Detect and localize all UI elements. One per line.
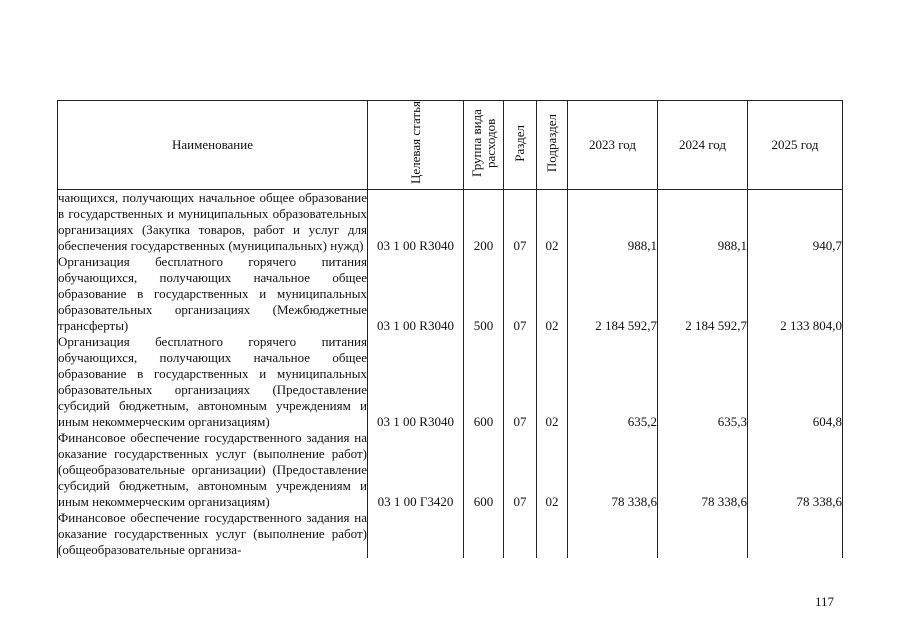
table-header-row	[58, 101, 843, 190]
row-target: 03 1 00 R3040	[368, 190, 464, 255]
page-number: 117	[815, 594, 835, 609]
row-2024: 2 184 592,7	[658, 254, 748, 334]
row-2025: 940,7	[748, 190, 843, 255]
row-2024	[658, 510, 748, 558]
row-name: Организация бесплатного горячего питания обучающихся, получающих начальное общее образование в государственных и муниципальных образовательных организациях (Предоставление субсидий бюджетным, автономным учреждениям и иным некоммерческим организациям)	[58, 334, 367, 429]
row-2023: 2 184 592,7	[568, 254, 658, 334]
row-group: 600	[464, 334, 504, 430]
row-subsection: 02	[537, 430, 568, 510]
row-section: 07	[504, 254, 537, 334]
row-name: Организация бесплатного горячего питания обучающихся, получающих начальное общее образование в государственных и муниципальных образовательных организациях (Межбюджетные трансферты)	[58, 254, 367, 333]
table-row	[58, 430, 843, 510]
row-2024: 635,3	[658, 334, 748, 430]
row-2023: 988,1	[568, 190, 658, 255]
row-2023: 635,2	[568, 334, 658, 430]
table-row	[58, 190, 843, 255]
row-target: 03 1 00 R3040	[368, 334, 464, 430]
row-name: чающихся, получающих начальное общее образование в государственных и муниципальных образовательных организациях (Закупка товаров, работ и услуг для обеспечения государственных (муниципальных) нужд)	[58, 190, 367, 253]
row-subsection	[537, 510, 568, 558]
row-section: 07	[504, 334, 537, 430]
row-2024: 78 338,6	[658, 430, 748, 510]
header-2024: 2024 год	[658, 101, 748, 190]
row-section	[504, 510, 537, 558]
row-section: 07	[504, 430, 537, 510]
row-2024: 988,1	[658, 190, 748, 255]
table-row	[58, 510, 843, 558]
row-name: Финансовое обеспечение государственного задания на оказание государственных услуг (выполнение работ) (общеобразовательные организации) (Предоставление субсидий бюджетным, автономным учреждениям и иным некоммерческим организациям)	[58, 430, 367, 509]
row-2023: 78 338,6	[568, 430, 658, 510]
row-group: 500	[464, 254, 504, 334]
header-section: Раздел	[504, 101, 537, 190]
header-name: Наименование	[58, 101, 368, 190]
table-row	[58, 334, 843, 430]
row-2025: 604,8	[748, 334, 843, 430]
budget-table	[57, 100, 843, 558]
row-target	[368, 510, 464, 558]
row-target: 03 1 00 Г3420	[368, 430, 464, 510]
row-2025: 78 338,6	[748, 430, 843, 510]
row-group	[464, 510, 504, 558]
header-expense-group: Группа вида расходов	[464, 101, 504, 190]
row-subsection: 02	[537, 254, 568, 334]
row-target: 03 1 00 R3040	[368, 254, 464, 334]
header-target-article: Целевая статья	[368, 101, 464, 190]
table-row	[58, 254, 843, 334]
header-2025: 2025 год	[748, 101, 843, 190]
row-name: Финансовое обеспечение государственного задания на оказание государственных услуг (выполнение работ) (общеобразовательные организа-	[58, 510, 367, 557]
row-subsection: 02	[537, 190, 568, 255]
header-subsection: Подраздел	[537, 101, 568, 190]
row-2025	[748, 510, 843, 558]
header-2023: 2023 год	[568, 101, 658, 190]
row-section: 07	[504, 190, 537, 255]
row-2025: 2 133 804,0	[748, 254, 843, 334]
row-group: 600	[464, 430, 504, 510]
row-subsection: 02	[537, 334, 568, 430]
row-2023	[568, 510, 658, 558]
row-group: 200	[464, 190, 504, 255]
